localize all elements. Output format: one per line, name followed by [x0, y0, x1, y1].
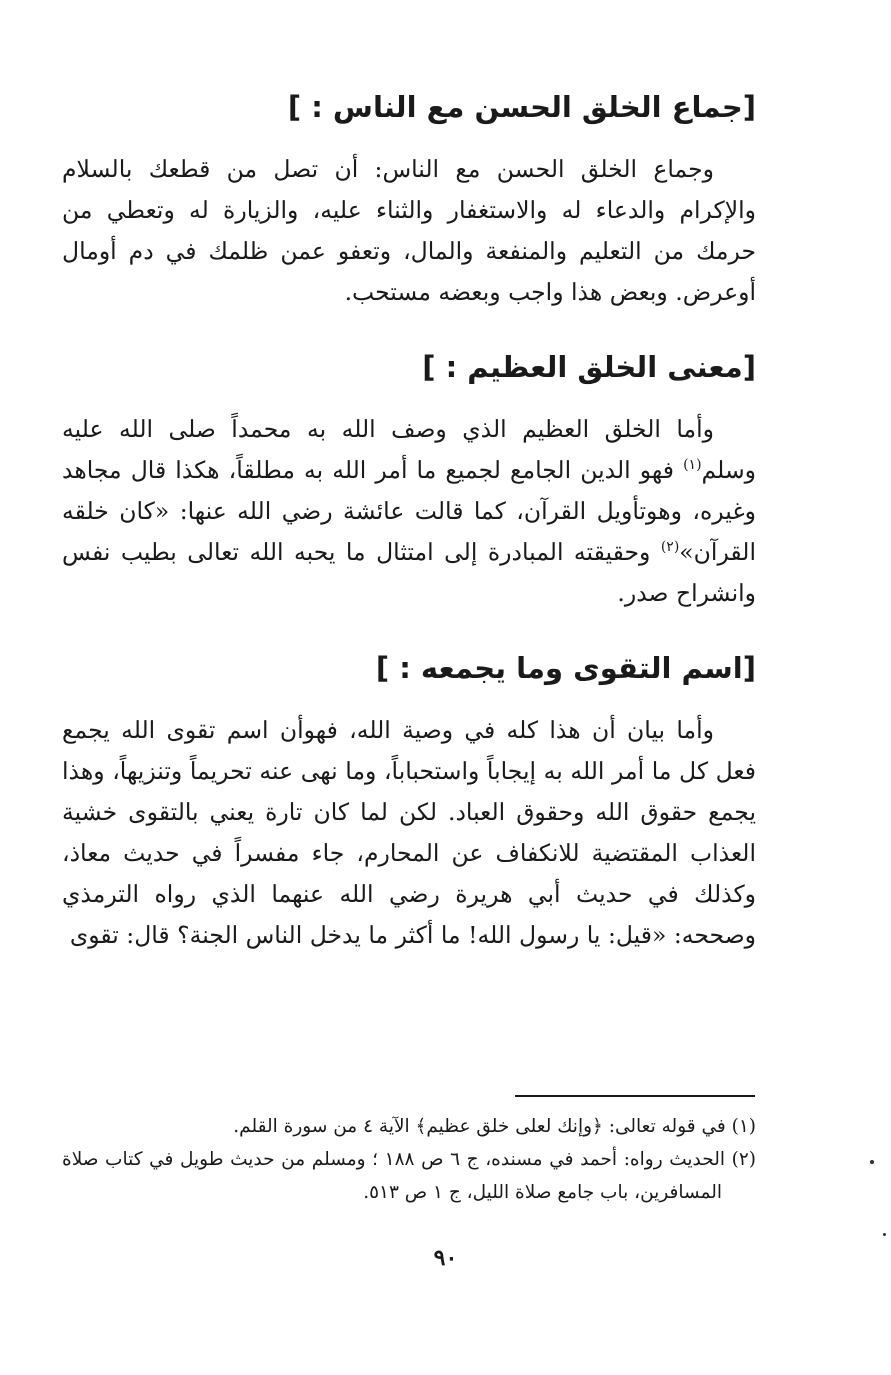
section-taqwa — [62, 646, 756, 956]
footnote-divider — [515, 1095, 755, 1097]
paragraph-text: فهو الدين الجامع لجميع ما أمر الله به مطلقاً، هكذا قال مجاهد وغيره، وهوتأويل القرآن، كما قالت عائشة رضي الله عنها: «كان خلقه القرآن» — [62, 456, 756, 566]
footnote-item: (١) في قوله تعالى: ﴿وإنك لعلى خلق عظيم﴾ الآية ٤ من سورة القلم. — [233, 1116, 756, 1137]
section-heading: [جماع الخلق الحسن مع الناس : ] — [287, 90, 756, 124]
footnote-item: (٢) الحديث رواه: أحمد في مسنده، ج ٦ ص ١٨٨ ؛ ومسلم من حديث طويل في كتاب صلاة المسافرين، باب جامع صلاة الليل، ج ١ ص ٥١٣. — [62, 1149, 756, 1203]
footnotes — [62, 1110, 756, 1209]
section-heading: [معنى الخلق العظيم : ] — [422, 350, 756, 384]
footnote-reference: (١) — [683, 457, 702, 474]
page-number: ٩٠ — [433, 1245, 458, 1271]
paragraph-text: وجماع الخلق الحسن مع الناس: أن تصل من قطعك بالسلام والإكرام والدعاء له والاستغفار والثناء عليه، والزيارة له وتعطي من حرمك من التعليم والمنفعة والمال، وتعفو عمن ظلمك في دم أومال أوعرض. وبعض هذا واجب وبعضه مستحب. — [62, 155, 756, 306]
scan-speck — [883, 1233, 886, 1236]
section-great-character — [62, 345, 756, 614]
section-paragraph — [62, 409, 756, 614]
paragraph-text: وحقيقته المبادرة إلى امتثال ما يحبه الله تعالى بطيب نفس وانشراح صدر. — [62, 538, 756, 607]
paragraph-text: وأما بيان أن هذا كله في وصية الله، فهوأن اسم تقوى الله يجمع فعل كل ما أمر الله به إيجاباً واستحباباً، وما نهى عنه تحريماً وتنزيهاً، وهذا يجمع حقوق الله وحقوق العباد. لكن لما كان تارة يعني بالتقوى خشية العذاب المقتضية للانكفاف عن المحارم، جاء مفسراً في حديث معاذ، وكذلك في حديث أبي هريرة رضي الله عنهما الذي رواه الترمذي وصححه: «قيل: يا رسول الله! ما أكثر ما يدخل الناس الجنة؟ قال: تقوى — [62, 716, 756, 949]
page-body — [62, 85, 756, 988]
section-heading: [اسم التقوى وما يجمعه : ] — [375, 651, 756, 685]
paragraph-text: وأما الخلق العظيم الذي وصف الله به محمداً صلى الله عليه وسلم — [62, 415, 756, 484]
footnote-reference: (٢) — [660, 539, 680, 556]
scan-speck — [870, 1160, 874, 1164]
section-paragraph — [62, 710, 756, 956]
section-good-character — [62, 85, 756, 313]
section-paragraph — [62, 149, 756, 313]
